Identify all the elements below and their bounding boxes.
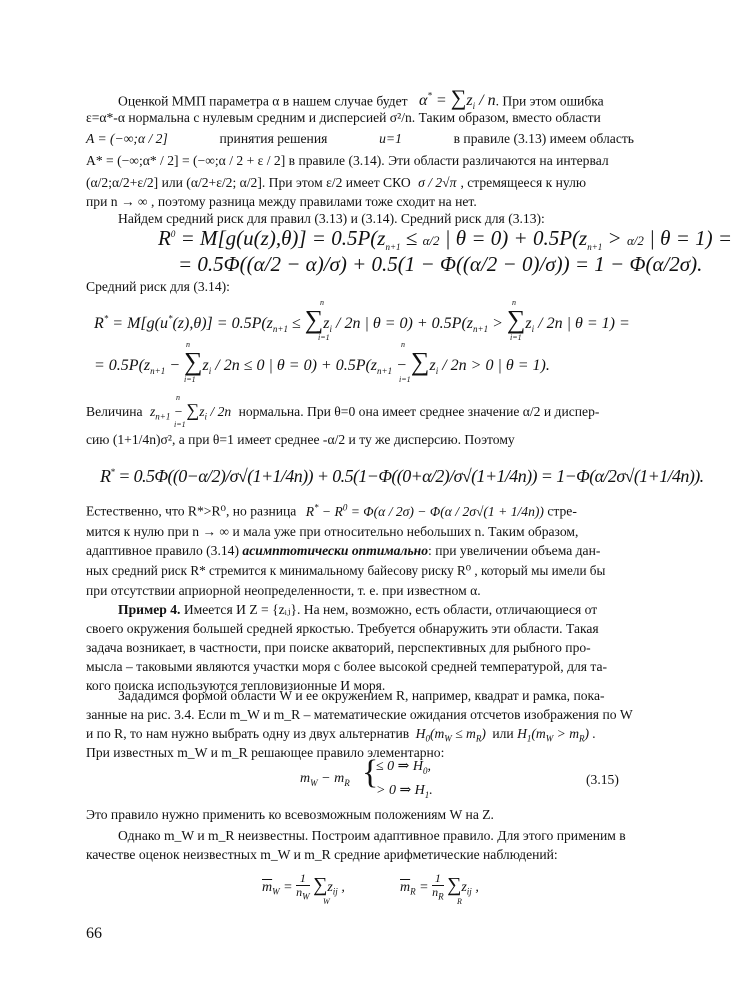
text-line-2: ε=α*-α нормальна с нулевым средним и дисперсией σ²/n. Таким образом, вместо области: [86, 110, 601, 125]
formula-difference: $z_{n+1} - \sum z_i / 2n$: [150, 400, 232, 422]
sum-limit-bottom: W: [323, 897, 330, 906]
text-span: : при увеличении объема дан-: [428, 543, 601, 558]
sum-limit-top: n: [176, 393, 180, 402]
formula-estimate-mw: $\overline{m}_W$ = $\frac{1}{n_W}$ $\sum z_{ij}$ ,: [262, 871, 345, 902]
sum-limit-bottom: i=1: [399, 375, 411, 384]
sum-limit-bottom: i=1: [318, 333, 330, 342]
page-number: 66: [86, 925, 102, 942]
equation-3-15-case2: > 0 ⇒ $H_1$.: [376, 783, 433, 800]
equation-rstar-line2: = $0.5P(z_{n+1} - \sum z_i / 2n \le 0$ | $\theta = 0) + 0.5P(z_{n+1} - \sum z_i / 2n > 0$ | θ = 1).: [94, 347, 550, 377]
text-span: . При этом ошибка: [495, 93, 604, 109]
text-span: и по R, то нам нужно выбрать одну из двух альтернатив: [86, 726, 410, 741]
text-example-line-3: задача возникает, в частности, при поиске акваторий, перспективных для рыбного про-: [86, 640, 591, 655]
brace-symbol: {: [362, 754, 379, 791]
text-line-17: мится к нулю при n → ∞ и мала уже при относительно небольших n. Таким образом,: [86, 524, 579, 539]
text-para3-line-1: Зададимся формой области W и ее окружением R, например, квадрат и рамка, пока-: [118, 688, 605, 703]
equation-number: (3.15): [586, 772, 619, 787]
equation-rstar-final: R* = 0.5Φ((0−α/2)/σ√(1+1/4n)) + 0.5(1−Φ((0+α/2)/σ√(1+1/4n)) = 1−Φ(α/2σ√(1+1/4n)).: [100, 466, 704, 486]
text-span: Имеется И Z = {zᵢⱼ}. На нем, возможно, есть области, отличающиеся от: [183, 602, 598, 617]
text-line-14: сию (1+1/4n)σ², а при θ=1 имеет среднее -α/2 и ту же дисперсию. Поэтому: [86, 432, 515, 447]
text-span: нормальна. При θ=0 она имеет среднее значение α/2 и диспер-: [238, 404, 600, 419]
emphasis-asymptotic: асимптотически оптимально: [242, 543, 429, 558]
sum-limit-bottom: i=1: [174, 420, 186, 429]
equation-rstar-line1: $R^* = M[g(u^*(z),\theta)] = 0.5P(z_{n+1} \le \sum z_i / 2n$ | $\theta = 0) + 0.5P(z_{n+1} > \sum z_i / 2n$ | θ = 1) =: [94, 305, 630, 335]
text-para5-line-2: качестве оценок неизвестных m_W и m_R средние арифметические наблюдений:: [86, 847, 558, 862]
text-span: адаптивное правило (3.14): [86, 543, 240, 558]
text-span: u=1: [379, 131, 402, 146]
text-line-7: Найдем средний риск для правил (3.13) и (3.14). Средний риск для (3.13):: [118, 211, 545, 226]
text-line-13: [86, 401, 634, 427]
text-span: в правиле (3.13) имеем область: [453, 131, 634, 146]
sum-limit-bottom: R: [457, 897, 462, 906]
text-para5-line-1: Однако m_W и m_R неизвестны. Построим адаптивное правило. Для этого применим в: [118, 828, 626, 843]
text-span: стре-: [547, 503, 577, 519]
text-para3-line-2: занные на рис. 3.4. Если m_W и m_R – математические ожидания отсчетов изображения по W: [86, 707, 633, 722]
text-line-6: при n → ∞ , поэтому разница между правилами тоже сходит на нет.: [86, 194, 477, 209]
text-span: принятия решения: [219, 131, 328, 146]
formula-region-a: A = (−∞;α / 2]: [86, 131, 168, 146]
text-example-line-5: кого поиска используются тепловизионные И моря.: [86, 678, 386, 693]
sum-limit-top: n: [512, 298, 516, 307]
text-example-line-2: своего окружения большей средней яркостью. Требуется обнаружить эти области. Такая: [86, 621, 599, 636]
text-span: или: [492, 726, 514, 741]
text-line-18: [86, 541, 600, 560]
text-span: , стремящееся к нулю: [460, 175, 587, 190]
text-para4: Это правило нужно применить ко всевозможным положениям W на Z.: [86, 807, 494, 822]
example-heading: Пример 4.: [118, 602, 181, 617]
formula-alpha-star: $\alpha^* = \sum z_i / n$: [418, 85, 496, 112]
text-line-19: ных средний риск R* стремится к минимальному байесову риску R⁰ , который мы имели бы: [86, 563, 606, 578]
text-line-16: [86, 498, 577, 521]
sum-limit-bottom: i=1: [184, 375, 196, 384]
text-line-20: при отсутствии априорной неопределенности, т. е. при известном α.: [86, 583, 481, 598]
text-span: Оценкой ММП параметра α в нашем случае будет: [118, 93, 408, 109]
text-line-4: A* = (−∞;α* / 2] = (−∞;α / 2 + ε / 2] в правиле (3.14). Эти области различаются на интервал: [86, 153, 609, 168]
formula-sko: σ / 2√π: [418, 175, 457, 190]
equation-r0-line1: $R^0 = M[g(u(z),\theta)] = 0.5P(z_{n+1} \le \alpha/2$ | $\theta = 0) + 0.5P(z_{n+1} > \alpha/2$ | θ = 1) =: [158, 226, 732, 253]
text-line-3: [86, 129, 634, 148]
text-line-5: [86, 173, 586, 192]
text-line-10: Средний риск для (3.14):: [86, 279, 230, 294]
formula-estimate-mr: $\overline{m}_R$ = $\frac{1}{n_R}$ $\sum z_{ij}$ ,: [400, 871, 479, 902]
sum-limit-top: n: [320, 298, 324, 307]
formula-h1: $H_1(m_W > m_R)$ .: [517, 726, 596, 744]
text-para3-line-4: При известных m_W и m_R решающее правило элементарно:: [86, 745, 445, 760]
sum-limit-top: n: [186, 340, 190, 349]
text-example-line-1: [118, 600, 597, 619]
equation-3-15-lhs: $m_W - m_R$: [300, 771, 350, 788]
equation-r0-line2: = 0.5Φ((α/2 − α)/σ) + 0.5(1 − Φ((α/2 − 0)/σ)) = 1 − Φ(α/2σ).: [178, 252, 703, 276]
text-span: Естественно, что R*>R⁰, но разница: [86, 503, 297, 519]
formula-risk-difference: $R^* - R^0 = \Phi(\alpha / 2\sigma) - \Phi(\alpha / 2\sigma√(1 + 1/4n))$: [305, 502, 544, 519]
text-example-line-4: мысла – таковыми являются участки моря с более высокой средней температурой, для та-: [86, 659, 608, 674]
equation-3-15-case1: ≤ 0 ⇒ $H_0$,: [376, 759, 432, 776]
sum-limit-bottom: i=1: [510, 333, 522, 342]
text-span: (α/2;α/2+ε/2] или (α/2+ε/2; α/2]. При этом ε/2 имеет СКО: [86, 175, 411, 190]
formula-h0: $H_0(m_W \le m_R)$: [415, 726, 486, 744]
sum-limit-top: n: [401, 340, 405, 349]
text-span: Величина: [86, 404, 143, 419]
